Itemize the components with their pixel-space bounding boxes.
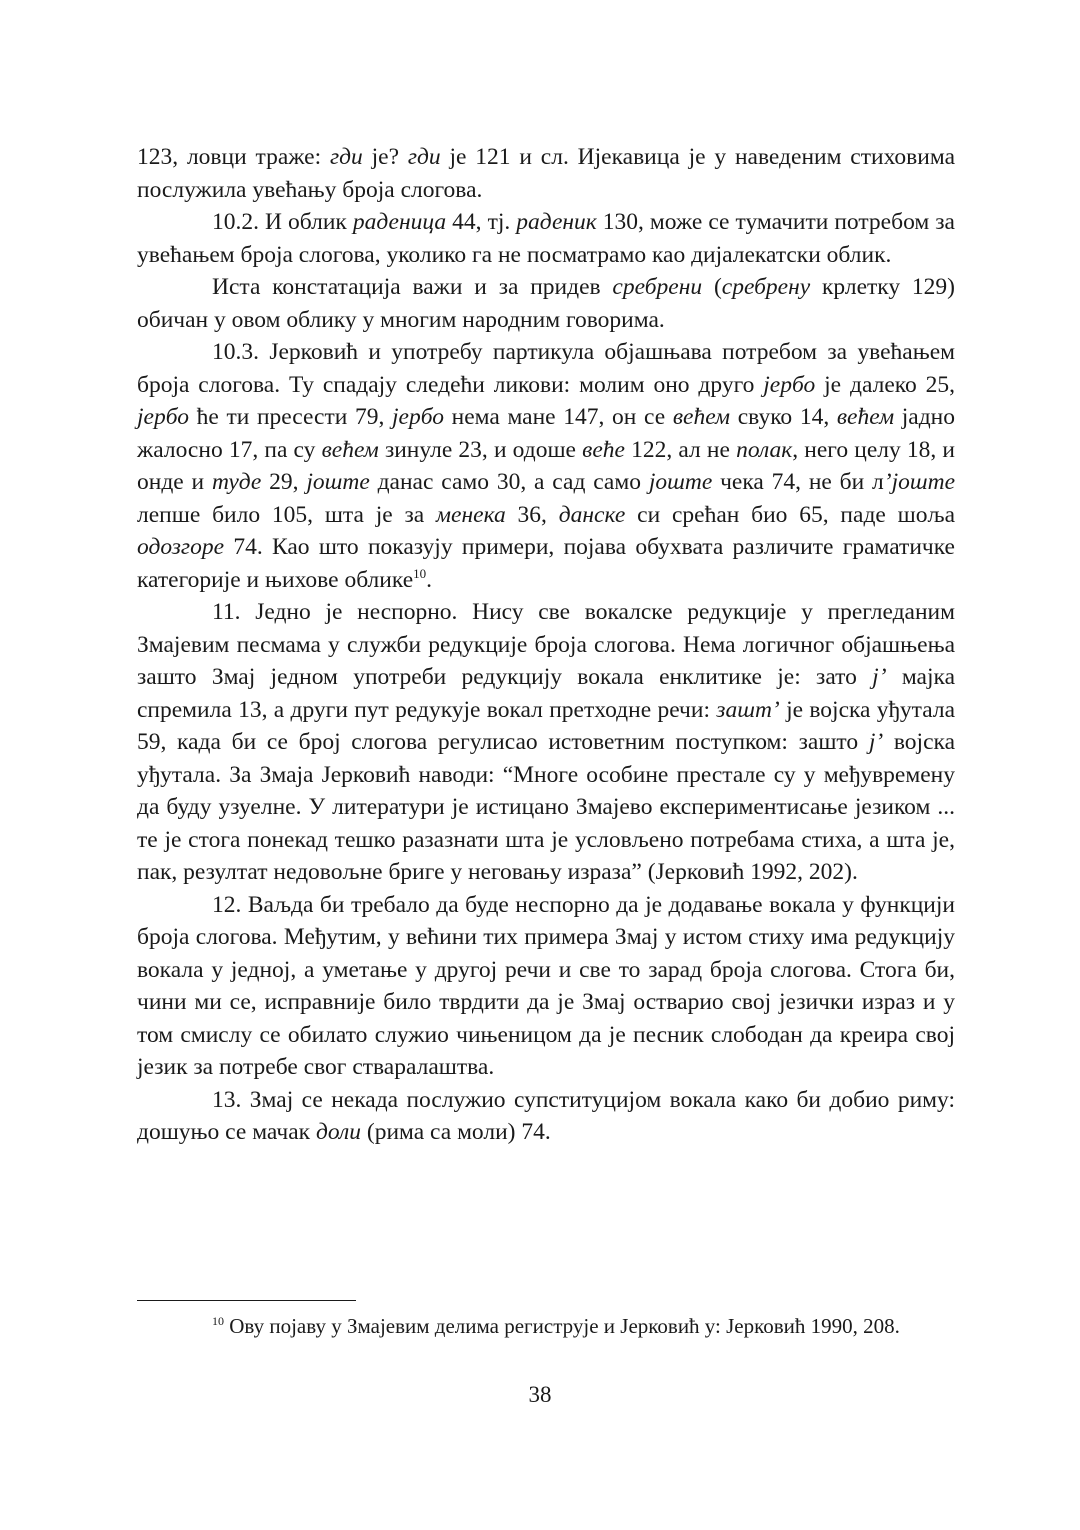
- italic-term: већем: [672, 404, 731, 430]
- text-run: 10.3. Јерковић и употребу партикула објашњава потребом за увећањем броја слогова. Ту спадају следећи ликови: молим оно друго: [137, 339, 955, 398]
- italic-term: доли: [315, 1119, 361, 1145]
- text-run: 10.2. И облик: [212, 209, 353, 235]
- text-run: си срећан био 65, паде шоља: [625, 501, 956, 528]
- footnote-number: 10: [212, 1314, 224, 1328]
- italic-term: јоште: [648, 469, 713, 495]
- text-run: (рима са моли) 74.: [361, 1119, 551, 1145]
- page-number: 38: [528, 1382, 552, 1407]
- italic-term: раденик: [516, 209, 597, 235]
- italic-term: одозгоре: [137, 534, 225, 560]
- italic-term: данске: [558, 501, 626, 528]
- italic-term: зашт’: [716, 696, 780, 723]
- text-run: 13. Змај се некада послужио супституцијом вокала како би добио риму: дошуњо се мачак: [137, 1086, 955, 1145]
- text-run: данас само 30, а сад само: [369, 469, 649, 495]
- text-run: је 121 и сл. Ијекавица је у наведеним стиховима послужила увећању броја слогова.: [137, 144, 955, 203]
- italic-term: ј’: [868, 729, 884, 755]
- text-run: (: [702, 274, 722, 300]
- text-run: Иста констатација важи и за придев: [212, 274, 613, 300]
- text-run: .: [426, 566, 432, 593]
- italic-term: сребрену: [721, 274, 811, 300]
- text-run: зинуле 23, и одоше: [378, 436, 583, 463]
- text-run: је далеко 25,: [815, 371, 955, 398]
- text-run: , него целу 18, и онде и: [137, 436, 955, 495]
- italic-term: веће: [582, 436, 625, 463]
- italic-term: јербо: [392, 404, 444, 430]
- italic-term: јербо: [137, 404, 189, 430]
- paragraph: [137, 596, 955, 889]
- text-run: 44, тј.: [446, 209, 517, 235]
- text-run: 74. Као што показују примери, појава обухвата различите граматичке категорије и њихове облике: [137, 534, 955, 593]
- text-run: војска уђутала. За Змаја Јерковић наводи: “Многе особине престале су у међувремену да буду узуелне. У литератури је истицано Змајево експериментисање језиком ... те је стога понекад тешко разазнати шта је условљено потребама стиха, а шта је, пак, резултат недовољне бриге у неговању израза” (Јерковић 1992, 202).: [137, 729, 956, 885]
- footnote-reference: 10: [413, 565, 427, 581]
- italic-term: већем: [836, 404, 895, 430]
- paragraph: [137, 1084, 955, 1149]
- italic-term: јербо: [763, 371, 816, 398]
- footnote-separator: [137, 1300, 356, 1301]
- text-run: крлетку 129) обичан у овом облику у многим народним говорима.: [137, 274, 955, 333]
- italic-term: раденица: [352, 209, 447, 235]
- italic-term: гди: [407, 144, 441, 170]
- italic-term: ј’: [872, 664, 887, 690]
- italic-term: сребрени: [612, 274, 703, 300]
- text-run: 12. Ваљда би требало да буде неспорно да је додавање вокала у функцији броја слогова. Међутим, у већини тих примера Змај у истом стиху има редукцију вокала у једној, а уметање у другој речи и све то зарад броја слогова. Стога би, чини ми се, исправније било тврдити да је Змај остварио свој језички израз и у том смислу се обилато служио чињеницом да је песник слободан да креира свој језик за потребе свог стваралаштва.: [137, 891, 955, 1080]
- body-text: [137, 141, 955, 1149]
- italic-term: туде: [211, 469, 262, 495]
- paragraph: [137, 206, 955, 271]
- paragraph: [137, 889, 955, 1084]
- italic-term: менека: [436, 501, 506, 528]
- text-run: свуко 14,: [730, 404, 837, 430]
- footnote: [137, 1311, 955, 1341]
- text-run: ће ти пресести 79,: [188, 404, 393, 430]
- text-run: 122, ал не: [624, 436, 737, 463]
- text-run: јадно жалосно 17, па су: [137, 404, 955, 463]
- paragraph: [137, 141, 955, 206]
- text-run: чека 74, не би л: [712, 469, 884, 495]
- italic-term: јоште: [306, 469, 370, 495]
- text-run: нема мане 147, он се: [443, 404, 673, 430]
- italic-term: гди: [329, 144, 363, 170]
- text-run: лепше било 105, шта је за: [137, 501, 437, 528]
- italic-term: већем: [321, 436, 379, 463]
- footnote-text: Ову појаву у Змајевим делима региструје и Јерковић у: Јерковић 1990, 208.: [224, 1314, 900, 1338]
- text-run: 130, може се тумачити потребом за увећањем броја слогова, уколико га не посматрамо као дијалекатски облик.: [137, 209, 955, 268]
- paragraph: [137, 271, 955, 336]
- italic-term: ’јоште: [883, 469, 956, 495]
- text-run: 29,: [261, 469, 307, 495]
- text-run: 123, ловци траже:: [137, 144, 330, 170]
- text-run: мајка спремила 13, а други пут редукује вокал претходне речи:: [137, 664, 955, 723]
- paragraph: [137, 336, 955, 596]
- text-run: 11. Једно је неспорно. Нису све вокалске редукције у прегледаним Змајевим песмама у служби редукције броја слогова. Нема логичног објашњења зашто Змај једном употреби редукцију вокала енклитике је: зато: [137, 599, 955, 690]
- italic-term: полак: [736, 436, 793, 463]
- text-run: је војска уђутала 59, када би се број слогова регулисао истоветним поступком: зашто: [137, 696, 955, 755]
- text-run: 36,: [505, 501, 559, 528]
- text-run: је?: [362, 144, 408, 170]
